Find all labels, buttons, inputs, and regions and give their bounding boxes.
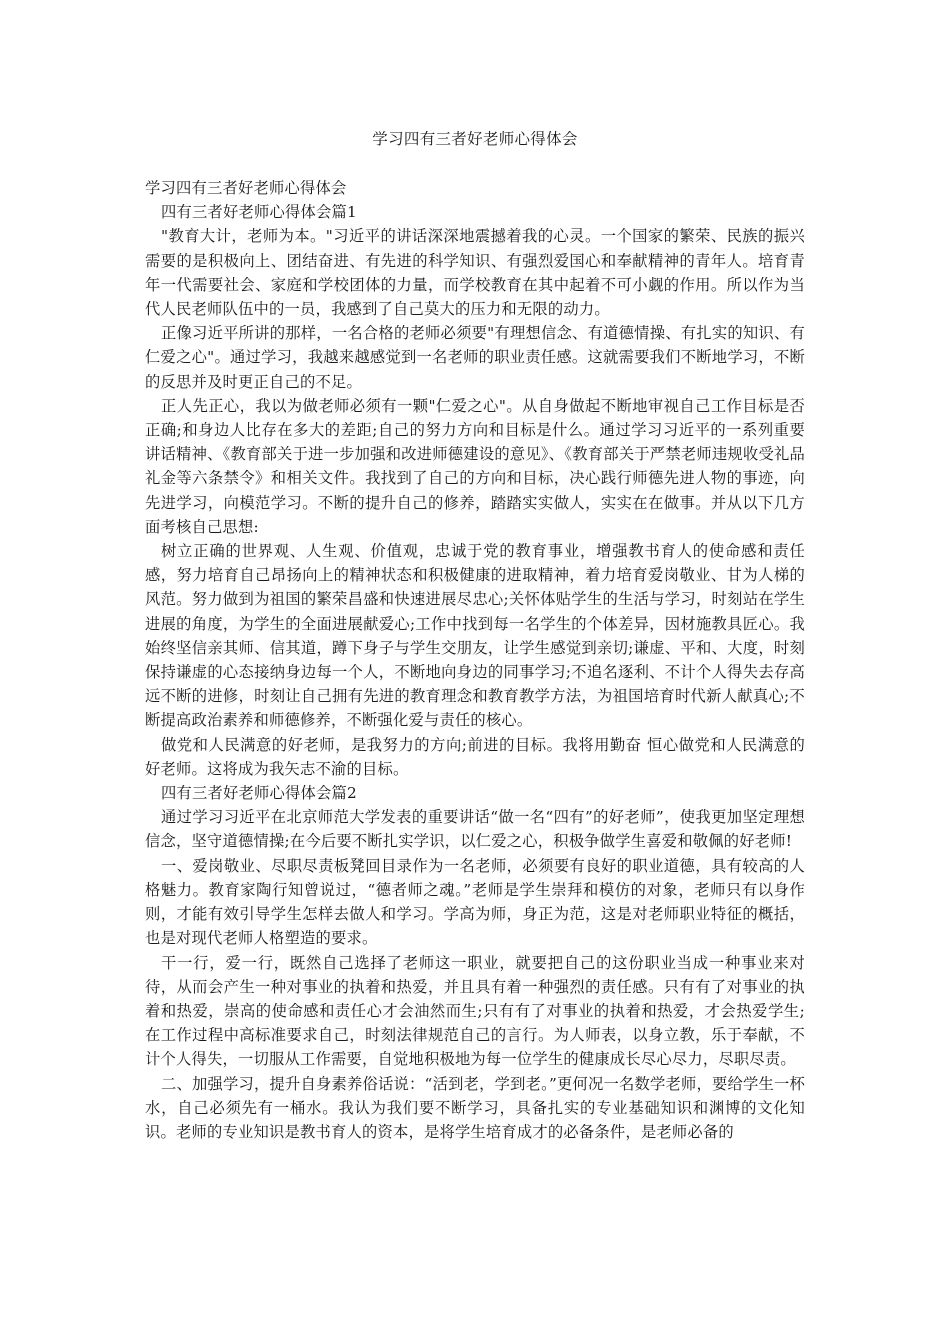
paragraph: 树立正确的世界观、人生观、价值观，忠诚于党的教育事业，增强教书育人的使命感和责任感，努力培育自己昂扬向上的精神状态和积极健康的进取精神，着力培育爱岗敬业、甘为人梯的风范。努力做到为祖国的繁荣昌盛和快速进展尽忠心;关怀体贴学生的生活与学习，时刻站在学生进展的角度，为学生的全面进展献爱心;工作中找到每一名学生的个体差异，因材施教具匠心。我始终坚信亲其师、信其道，蹲下身子与学生交朋友，让学生感觉到亲切;谦虚、平和、大度，时刻保持谦虚的心态接纳身边每一个人，不断地向身边的同事学习;不追名逐利、不计个人得失去存高远不断的进修，时刻让自己拥有先进的教育理念和教育教学方法，为祖国培育时代新人献真心;不断提高政治素养和师德修养，不断强化爱与责任的核心。 <box>145 542 805 730</box>
paragraph: 干一行，爱一行，既然自己选择了老师这一职业，就要把自己的这份职业当成一种事业来对待，从而会产生一种对事业的执着和热爱，并且具有着一种强烈的责任感。只有有了对事业的执着和热爱，崇高的使命感和责任心才会油然而生;只有有了对事业的执着和热爱，才会热爱学生;在工作过程中高标准要求自己，时刻法律规范自己的言行。为人师表，以身立教，乐于奉献，不计个人得失，一切服从工作需要，自觉地积极地为每一位学生的健康成长尽心尽力，尽职尽责。 <box>145 953 805 1069</box>
paragraph: 四有三者好老师心得体会篇2 <box>161 784 357 803</box>
paragraph: 正人先正心，我以为做老师必须有一颗"仁爱之心"。从自身做起不断地审视自己工作目标是否正确;和身边人比存在多大的差距;自己的努力方向和目标是什么。通过学习习近平的一系列重要讲话精神、《教育部关于进一步加强和改进师德建设的意见》、《教育部关于严禁老师违规收受礼品礼金等六条禁令》和相关文件。我找到了自己的方向和目标，决心践行师德先进人物的事迹，向先进学习，向模范学习。不断的提升自己的修养，踏踏实实做人，实实在在做事。并从以下几方面考核自己思想: <box>145 396 805 536</box>
paragraph: 二、加强学习，提升自身素养俗话说：“活到老，学到老。”更何况一名数学老师，要给学生一杯水，自己必须先有一桶水。我认为我们要不断学习，具备扎实的专业基础知识和渊博的文化知识。老师的专业知识是教书育人的资本，是将学生培育成才的必备条件，是老师必备的 <box>145 1074 805 1141</box>
paragraph: 通过学习习近平在北京师范大学发表的重要讲话“做一名“四有”的好老师”，使我更加坚定理想信念，坚守道德情操;在今后要不断扎实学识，以仁爱之心，积极争做学生喜爱和敬佩的好老师! <box>145 808 805 851</box>
paragraph: 做党和人民满意的好老师，是我努力的方向;前进的目标。我将用勤奋 恒心做党和人民满意的好老师。这将成为我矢志不渝的目标。 <box>145 735 805 778</box>
paragraph: "教育大计，老师为本。"习近平的讲话深深地震撼着我的心灵。一个国家的繁荣、民族的振兴需要的是积极向上、团结奋进、有先进的科学知识、有强烈爱国心和奉献精神的青年人。培育青年一代需要社会、家庭和学校团体的力量，而学校教育在其中起着不可小觑的作用。所以作为当代人民老师队伍中的一员，我感到了自己莫大的压力和无限的动力。 <box>145 227 805 319</box>
paragraph: 学习四有三者好老师心得体会 <box>145 179 347 197</box>
paragraph: 四有三者好老师心得体会篇1 <box>161 203 357 222</box>
page-title: 学习四有三者好老师心得体会 <box>372 130 578 148</box>
document-body <box>145 176 805 1144</box>
paragraph: 一、爱岗敬业、尽职尽责板凳回目录作为一名老师，必须要有良好的职业道德，具有较高的人格魅力。教育家陶行知曾说过，“德者师之魂。”老师是学生崇拜和模仿的对象，老师只有以身作则，才能有效引导学生怎样去做人和学习。学高为师，身正为范，这是对老师职业特征的概括，也是对现代老师人格塑造的要求。 <box>145 856 805 948</box>
paragraph: 正像习近平所讲的那样，一名合格的老师必须要"有理想信念、有道德情操、有扎实的知识、有仁爱之心"。通过学习，我越来越感觉到一名老师的职业责任感。这就需要我们不断地学习，不断的反思并及时更正自己的不足。 <box>145 324 805 391</box>
